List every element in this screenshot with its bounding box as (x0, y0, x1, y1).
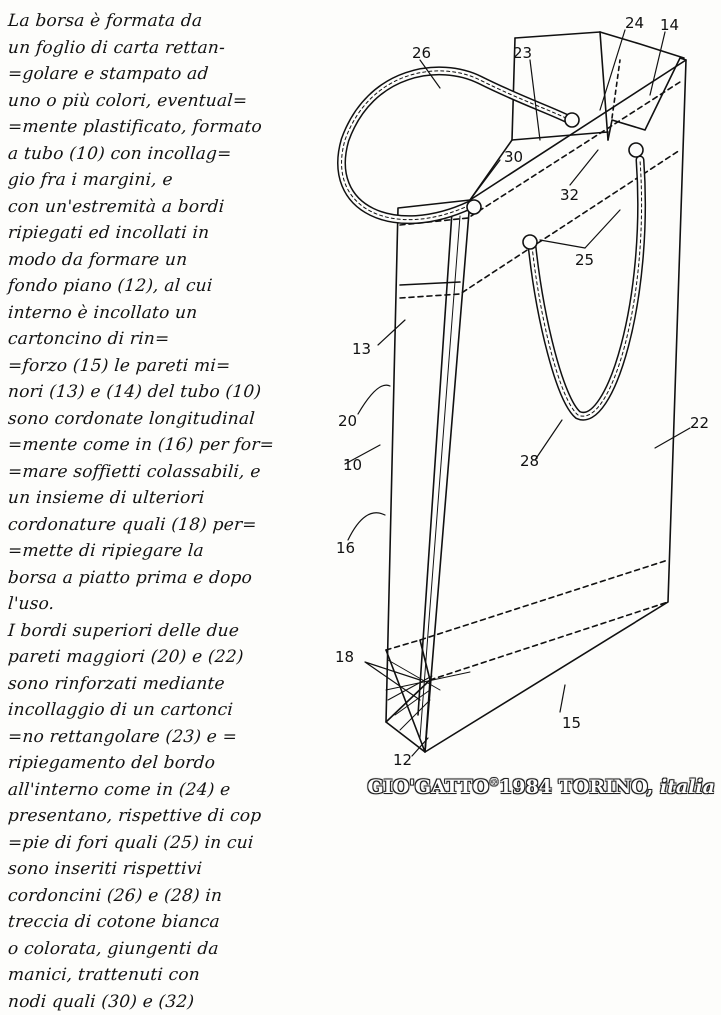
description-line: borsa a piatto prima e dopo (7, 565, 334, 592)
label-22: 22 (690, 414, 709, 432)
description-line: o colorata, giungenti da (7, 936, 334, 963)
description-line: ripiegamento del bordo (7, 750, 334, 777)
description-line: nodi quali (30) e (32) (7, 989, 334, 1015)
label-30: 30 (504, 148, 523, 166)
label-25: 25 (575, 251, 594, 269)
description-line: presentano, rispettive di cop (7, 803, 334, 830)
description-line: I bordi superiori delle due (7, 618, 334, 645)
knot-32 (523, 235, 537, 249)
description-line: =mare soffietti colassabili, e (7, 459, 334, 486)
description-line: ripiegati ed incollati in (7, 220, 334, 247)
description-line: =mente plastificato, formato (7, 114, 334, 141)
label-26: 26 (412, 44, 431, 62)
description-line: sono cordonate longitudinal (7, 406, 334, 433)
description-line: manici, trattenuti con (7, 962, 334, 989)
description-line: interno è incollato un (7, 300, 334, 327)
side-gusset-14 (608, 58, 686, 140)
label-13: 13 (352, 340, 371, 358)
description-line: pareti maggiori (20) e (22) (7, 644, 334, 671)
description-line: =forzo (15) le pareti mi= (7, 353, 334, 380)
front-panel-22 (425, 60, 686, 752)
description-line: La borsa è formata da (7, 8, 334, 35)
description-line: un insieme di ulteriori (7, 485, 334, 512)
label-16: 16 (336, 539, 355, 557)
description-line: all'interno come in (24) e (7, 777, 334, 804)
description-line: cordonature quali (18) per= (7, 512, 334, 539)
label-20: 20 (338, 412, 357, 430)
description-line: sono inseriti rispettivi (7, 856, 334, 883)
label-28: 28 (520, 452, 539, 470)
label-15: 15 (562, 714, 581, 732)
description-line: con un'estremità a bordi (7, 194, 334, 221)
description-line: =golare e stampato ad (7, 61, 334, 88)
description-line: cartoncino di rin= (7, 326, 334, 353)
description-line: sono rinforzati mediante (7, 671, 334, 698)
description-line: =mette di ripiegare la (7, 538, 334, 565)
description-line: =mente come in (16) per for= (7, 432, 334, 459)
knot-30 (467, 200, 481, 214)
back-top-edge (515, 32, 600, 38)
description-line: =no rettangolare (23) e = (7, 724, 334, 751)
description-line: modo da formare un (7, 247, 334, 274)
description-line: nori (13) e (14) del tubo (10) (7, 379, 334, 406)
label-32: 32 (560, 186, 579, 204)
description-line: l'uso. (7, 591, 334, 618)
description-line: incollaggio di un cartonci (7, 697, 334, 724)
author-signature: GIO'GATTO®1984 TORINO, italia (367, 776, 715, 798)
cord-28 (532, 160, 642, 416)
label-18: 18 (335, 648, 354, 666)
description-line: treccia di cotone bianca (7, 909, 334, 936)
description-line: cordoncini (26) e (28) in (7, 883, 334, 910)
label-12: 12 (393, 751, 412, 769)
label-14: 14 (660, 16, 679, 34)
description-line: fondo piano (12), al cui (7, 273, 334, 300)
description-line: =pie di fori quali (25) in cui (7, 830, 334, 857)
description-line: uno o più colori, eventual= (7, 88, 334, 115)
label-24: 24 (625, 14, 644, 32)
back-panel (600, 32, 608, 140)
label-10: 10 (343, 456, 362, 474)
description-line: gio fra i margini, e (7, 167, 334, 194)
label-23: 23 (513, 44, 532, 62)
description-line: a tubo (10) con incollag= (7, 141, 334, 168)
description-line: un foglio di carta rettan- (7, 35, 334, 62)
